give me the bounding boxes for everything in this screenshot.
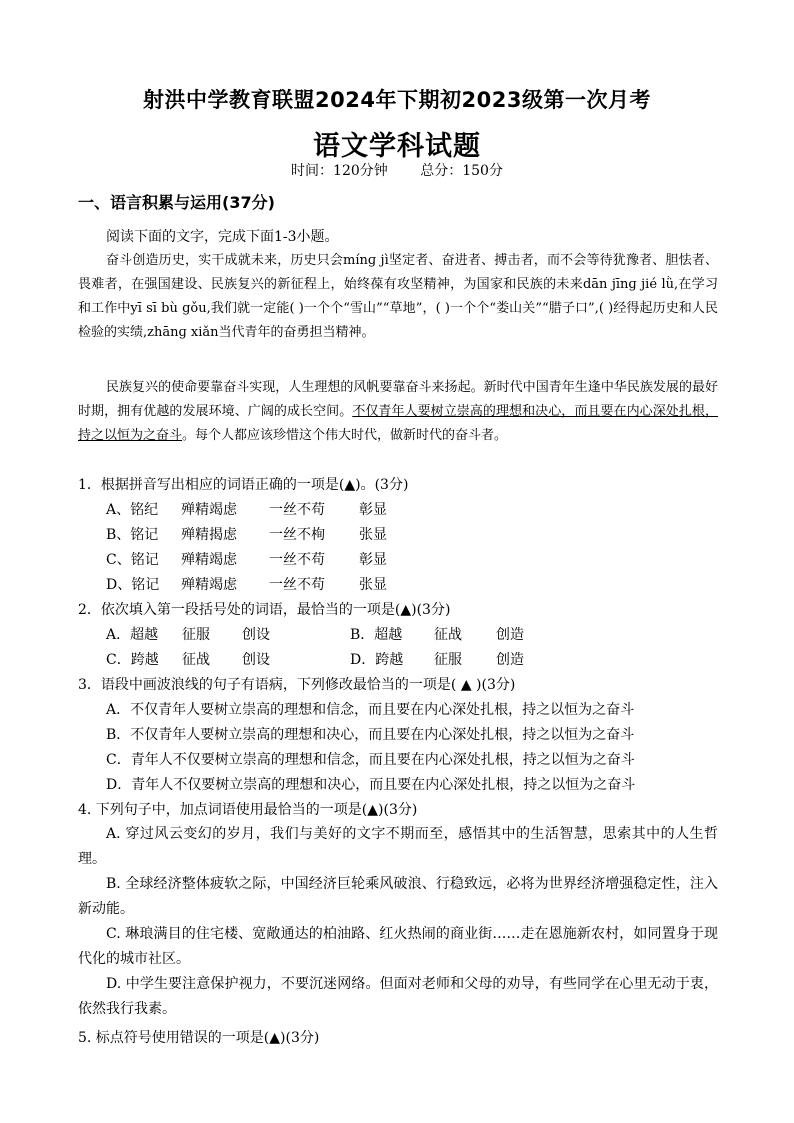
option-word: 一丝不苟 bbox=[269, 552, 325, 568]
option-word: 征战 bbox=[434, 627, 462, 643]
option-word: A．超越 bbox=[106, 627, 159, 643]
q3-option-b: B．不仅青年人要树立崇高的理想和决心，而且要在内心深处扎根，持之以恒为之奋斗 bbox=[106, 727, 635, 743]
option-word: 彰显 bbox=[359, 552, 387, 568]
option-word: 创造 bbox=[496, 652, 524, 668]
question-4-stem: 4. 下列句子中，加点词语使用最恰当的一项是(▲)(3分) bbox=[78, 802, 418, 818]
subject-title: 语文学科试题 bbox=[313, 131, 481, 162]
q1-option-a bbox=[106, 499, 419, 519]
q4-option-b: B. 全球经济整体疲软之际，中国经济巨轮乘风破浪、行稳致远，必将为世界经济增强稳定性，注入新动能。 bbox=[78, 876, 718, 917]
passage-paragraph-1: 奋斗创造历史，实干成就未来，历史只会mínɡ jì坚定者、奋进者、搏击者，而不会等待犹豫者、胆怯者、畏难者，在强国建设、民族复兴的新征程上，始终葆有攻坚精神，为国家和民族的未来dān jīnɡ jié lǜ,在学习和工作中yī sī bù gǒu,我们就一定能( )一个个“雪山”“草地”，( )一个个“娄山关”“腊子口”,( )经得起历史和人民检验的实绩,zhānɡ xiǎn当代青年的奋勇担当精神。 bbox=[78, 253, 718, 340]
option-word: 殚精揭虑 bbox=[181, 527, 237, 543]
q2-option-a bbox=[106, 624, 270, 644]
exam-meta bbox=[0, 160, 794, 180]
option-word: 创设 bbox=[242, 627, 270, 643]
option-word: 张显 bbox=[359, 577, 387, 593]
q3-option-d: D．青年人不仅要树立崇高的理想和决心，而且要在内心深处扎根，持之以恒为之奋斗 bbox=[106, 777, 636, 793]
q2-option-c bbox=[106, 649, 270, 669]
q3-option-c: C．青年人不仅要树立崇高的理想和信念，而且要在内心深处扎根，持之以恒为之奋斗 bbox=[106, 752, 635, 768]
wavy-underlined-sentence: 不仅青年人要树立崇高的理想和决心，而且要在内心深处扎根，持之以恒为之奋斗 bbox=[78, 404, 718, 443]
option-word: 殚精竭虑 bbox=[181, 577, 237, 593]
option-word: 殚精竭虑 bbox=[181, 552, 237, 568]
passage-text: 。每个人都应该珍惜这个伟大时代，做新时代的奋斗者。 bbox=[182, 428, 508, 443]
option-word: C．跨越 bbox=[106, 652, 159, 668]
q2-option-b bbox=[350, 624, 524, 644]
q1-option-b bbox=[106, 524, 419, 544]
passage-text: 民族复兴的使命要靠奋斗实现，人生理想的风帆要靠奋斗来扬起。新时代中国青年生逢中华民族发展的最好时期，拥有优越的发展环境、广阔的成长空间。 bbox=[78, 380, 718, 419]
exam-title: 射洪中学教育联盟2024年下期初2023级第一次月考 bbox=[143, 88, 651, 112]
question-2-stem: 2．依次填入第一段括号处的词语，最恰当的一项是(▲)(3分) bbox=[78, 602, 451, 618]
q1-option-c bbox=[106, 549, 419, 569]
q4-option-a: A. 穿过风云变幻的岁月，我们与美好的文字不期而至，感悟其中的生活智慧，思索其中的人生哲理。 bbox=[78, 826, 718, 867]
q2-option-d bbox=[350, 649, 524, 669]
option-word: 张显 bbox=[359, 527, 387, 543]
q3-option-a: A．不仅青年人要树立崇高的理想和信念，而且要在内心深处扎根，持之以恒为之奋斗 bbox=[106, 702, 635, 718]
option-word: 殚精竭虑 bbox=[181, 502, 237, 518]
question-5-stem: 5. 标点符号使用错误的一项是(▲)(3分) bbox=[78, 1030, 320, 1046]
option-word: 征服 bbox=[434, 652, 462, 668]
q4-option-d: D. 中学生要注意保护视力，不要沉迷网络。但面对老师和父母的劝导，有些同学在心里无动于衷，依然我行我素。 bbox=[78, 976, 718, 1017]
option-word: 征战 bbox=[182, 652, 210, 668]
section-heading: 一、语言积累与运用(37分) bbox=[78, 193, 275, 212]
exam-total-score: 总分：150分 bbox=[420, 163, 503, 179]
question-1-stem: 1．根据拼音写出相应的词语正确的一项是(▲)。(3分) bbox=[78, 477, 409, 493]
option-word: B、铭记 bbox=[106, 527, 159, 543]
option-word: B．超越 bbox=[350, 627, 403, 643]
option-word: 一丝不苟 bbox=[269, 577, 325, 593]
exam-time: 时间：120分钟 bbox=[291, 163, 388, 179]
option-word: 创设 bbox=[242, 652, 270, 668]
option-word: D、铭记 bbox=[106, 577, 160, 593]
question-3-stem: 3．语段中画波浪线的句子有语病，下列修改最恰当的一项是( ▲ )(3分) bbox=[78, 677, 516, 693]
reading-instruction: 阅读下面的文字，完成下面1-3小题。 bbox=[106, 229, 339, 245]
option-word: C、铭记 bbox=[106, 552, 159, 568]
option-word: D．跨越 bbox=[350, 652, 404, 668]
option-word: 彰显 bbox=[359, 502, 387, 518]
option-word: 一丝不苟 bbox=[269, 502, 325, 518]
q4-option-c: C. 琳琅满目的住宅楼、宽敞通达的柏油路、红火热闹的商业街……走在恩施新农村，如同置身于现代化的城市社区。 bbox=[78, 926, 718, 967]
option-word: 创造 bbox=[496, 627, 524, 643]
option-word: 一丝不栒 bbox=[269, 527, 325, 543]
option-word: A、铭纪 bbox=[106, 502, 159, 518]
q1-option-d bbox=[106, 574, 419, 594]
option-word: 征服 bbox=[182, 627, 210, 643]
passage-paragraph-2 bbox=[78, 376, 718, 448]
